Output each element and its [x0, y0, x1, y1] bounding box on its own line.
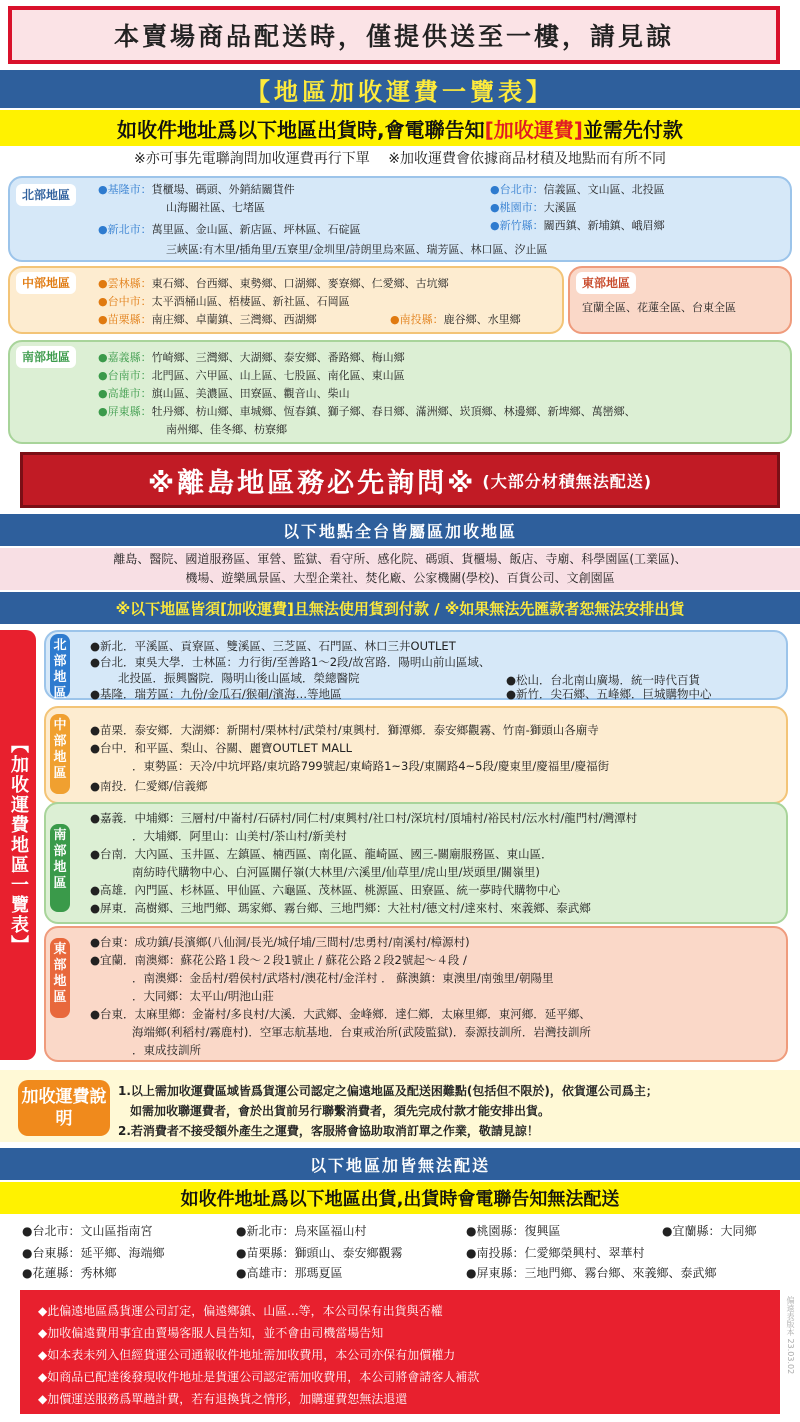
no-delivery-item: ●高雄市：那瑪夏區: [236, 1266, 343, 1280]
cod-south-row3: ●台南．大內區、玉井區、左鎮區、楠西區、南化區、龍崎區、國三-關廟服務區、東山區．: [90, 847, 553, 861]
no-delivery-item: ●宜蘭縣：大同鄉: [662, 1224, 757, 1238]
taoyuan-text: 大溪區: [543, 201, 577, 214]
no-delivery-item: ●台北市：文山區指南宮: [22, 1224, 153, 1238]
fee-warning-red: [加收運費]: [484, 117, 583, 142]
tainan-label: ●台南市：: [98, 369, 152, 382]
newtaipei-line2: 三峽區:有木里/插角里/五寮里/金圳里/詩朗里烏來區、瑞芳區、林口區、汐止區: [166, 243, 548, 256]
cod-title: ※以下地區皆須[加收運費]且無法使用貨到付款 / ※如果無法先匯款者恕無法安排出貨: [0, 592, 800, 624]
cod-east-row5: ●台東．太麻里鄉：金崙村/多良村/大溪．大武鄉、金峰鄉．達仁鄉．太麻里鄉．東河鄉．延平鄉、: [90, 1007, 591, 1021]
taoyuan-label: ●桃園市：: [490, 201, 544, 214]
central-region-tag: 中部地區: [16, 272, 76, 294]
cod-north-row3: 北投區．振興醫院．陽明山後山區域．榮總醫院: [118, 671, 360, 685]
nantou-label: ●南投縣：: [390, 313, 444, 326]
doc-version-tag: 偏遠表版本 23.03.02: [786, 1296, 795, 1375]
cod-central-row4: ●南投．仁愛鄉/信義鄉: [90, 779, 208, 793]
hsinchu-text: 關西鎮、新埔鎮、峨眉鄉: [543, 219, 665, 232]
taichung-text: 太平酒桶山區、梧棲區、新社區、石岡區: [151, 295, 350, 308]
cod-north-row2: ●台北．東吳大學．士林區：力行街/至善路1～2段/故宮路．陽明山前山區域、: [90, 655, 491, 669]
cod-east-row7: ．東成技訓所: [132, 1043, 201, 1057]
surcharge-line1: 離島、醫院、國道服務區、軍營、監獄、看守所、感化院、碼頭、貨櫃場、飯店、寺廟、科學園區(工業區)、: [113, 552, 687, 566]
cod-central-tag: 中部地區: [50, 714, 70, 794]
pingtung-label: ●屏東縣：: [98, 405, 152, 418]
no-delivery-item: ●台東縣：延平鄉、海端鄉: [22, 1246, 165, 1260]
cod-south-row1: ●嘉義．中埔鄉：三層村/中崙村/石硦村/同仁村/東興村/社口村/深坑村/頂埔村/裕民村/沄水村/龍門村/灣潭村: [90, 811, 638, 825]
surcharge-title: 以下地點全台皆屬區加收地區: [0, 514, 800, 546]
cod-south-row4: 南紡時代購物中心、白河區關仔嶺(大林里/六溪里/仙草里/虎山里/崁頭里/關嶺里): [132, 865, 540, 879]
east-region-text: 宜蘭全區、花蓮全區、台東全區: [582, 301, 736, 314]
cod-east-tag: 東部地區: [50, 938, 70, 1018]
keelung-label: ●基隆市：: [98, 183, 152, 196]
miaoli-text: 南庄鄉、卓蘭鎮、三灣鄉、西湖鄉: [151, 313, 317, 326]
cod-central-row3: ．東勢區：天冷/中坑坪路/東坑路799號起/東崎路1~3段/東關路4~5段/慶東里/慶福里/慶福街: [132, 759, 610, 773]
cod-north-row6: ●新竹．尖石鄉、五峰鄉．巨城購物中心: [506, 687, 712, 701]
newtaipei-label: ●新北市：: [98, 223, 152, 236]
east-region-box: [568, 266, 792, 334]
nantou-text: 鹿谷鄉、水里鄉: [443, 313, 521, 326]
fee-warning: [0, 110, 800, 146]
cod-east-row3: ．南澳鄉：金岳村/碧侯村/武塔村/澳花村/金洋村 ． 蘇澳鎮：東澳里/南強里/朝陽里: [132, 971, 554, 985]
yunlin-text: 東石鄉、台西鄉、東勢鄉、口湖鄉、麥寮鄉、仁愛鄉、古坑鄉: [151, 277, 449, 290]
no-delivery-item: ●新北市：烏來區福山村: [236, 1224, 367, 1238]
cod-north-row5: ●松山．台北南山廣場．統一時代百貨: [506, 673, 701, 687]
keelung-line2: 山海關社區、七堵區: [166, 201, 265, 214]
cod-south-row2: ．大埔鄉．阿里山：山美村/茶山村/新美村: [132, 829, 347, 843]
bracket-open: 【: [246, 77, 274, 106]
newtaipei-line1: 萬里區、金山區、新店區、坪林區、石碇區: [151, 223, 361, 236]
north-region-tag: 北部地區: [16, 184, 76, 206]
no-delivery-item: ●屏東縣：三地門鄉、霧台鄉、來義鄉、泰武鄉: [466, 1266, 717, 1280]
fee-table-title: [0, 70, 800, 108]
explain-line2: 如需加收聯運費者，會於出貨前另行聯繫消費者，須先完成付款才能安排出貨。: [130, 1104, 551, 1118]
bracket-close: 】: [526, 77, 554, 106]
cod-central-box: [44, 706, 788, 804]
cod-north-box: [44, 630, 788, 700]
yunlin-label: ●雲林縣：: [98, 277, 152, 290]
no-delivery-item: ●桃園縣：復興區: [466, 1224, 561, 1238]
pingtung-line1: 牡丹鄉、枋山鄉、車城鄉、恆春鎮、獅子鄉、春日鄉、滿洲鄉、崁頂鄉、林邊鄉、新埤鄉、萬巒鄉、: [151, 405, 636, 418]
explain-label: 加收運費說明: [18, 1080, 110, 1136]
note-line: ◆如本表未列入但經貨運公司通報收件地址需加收費用，本公司亦保有加價權力: [38, 1348, 456, 1362]
side-vertical-label: 【加收運費地區一覽表】: [0, 630, 36, 1060]
taipei-label: ●台北市：: [490, 183, 544, 196]
surcharge-places: [0, 548, 800, 590]
fee-subnote: ※亦可事先電聯詢問加收運費再行下單 ※加收運費會依據商品材積及地點而有所不同: [134, 151, 666, 167]
cod-south-row6: ●屏東．高樹鄉、三地門鄉、瑪家鄉、霧台鄉、三地門鄉：大社村/德文村/達來村、來義鄉、泰武鄉: [90, 901, 591, 915]
cod-east-row2: ●宜蘭．南澳鄉：蘇花公路１段～２段1號止 / 蘇花公路２段2號起～４段 /: [90, 953, 467, 967]
note-line: ◆如商品已配達後發現收件地址是貨運公司認定需加收費用，本公司將會請客人補款: [38, 1370, 480, 1384]
cod-east-row1: ●台東：成功鎮/長濱鄉(八仙洞/長光/城仔埔/三間村/忠勇村/南溪村/樟源村): [90, 935, 470, 949]
hsinchu-label: ●新竹縣：: [490, 219, 544, 232]
taichung-label: ●台中市：: [98, 295, 152, 308]
no-delivery-item: ●南投縣：仁愛鄉榮興村、翠華村: [466, 1246, 645, 1260]
no-delivery-warning: 如收件地址爲以下地區出貨,出貨時會電聯告知無法配送: [0, 1182, 800, 1214]
cod-south-tag: 南部地區: [50, 824, 70, 912]
no-delivery-title: 以下地區加皆無法配送: [0, 1148, 800, 1180]
south-region-tag: 南部地區: [16, 346, 76, 368]
miaoli-label: ●苗栗縣：: [98, 313, 152, 326]
cod-north-tag: 北部地區: [50, 634, 70, 698]
cod-east-row4: ．大同鄉：太平山/明池山莊: [132, 989, 274, 1003]
cod-east-row6: 海端鄉(利稻村/霧鹿村)．空軍志航基地．台東戒治所(武陵監獄)．泰源技訓所．岩灣技訓所: [132, 1025, 591, 1039]
keelung-line1: 貨櫃場、碼頭、外銷結關貨件: [151, 183, 295, 196]
cod-central-row2: ●台中．和平區、梨山、谷關、麗寶OUTLET MALL: [90, 741, 352, 755]
central-region-box: [8, 266, 564, 334]
cod-east-box: [44, 926, 788, 1062]
island-main-text: ※離島地區務必先詢問※: [147, 467, 477, 499]
surcharge-line2: 機場、遊樂風景區、大型企業社、焚化廠、公家機關(學校)、百貨公司、文創園區: [185, 571, 615, 585]
cod-south-box: [44, 802, 788, 924]
top-banner: 本賣場商品配送時，僅提供送至一樓，請見諒: [8, 6, 780, 64]
chiayi-text: 竹崎鄉、三灣鄉、大湖鄉、泰安鄉、番路鄉、梅山鄉: [151, 351, 405, 364]
fee-title-text: 地區加收運費一覽表: [274, 77, 526, 106]
no-delivery-item: ●苗栗縣：獅頭山、泰安鄉觀霧: [236, 1246, 403, 1260]
island-sub-text: (大部分材積無法配送): [482, 471, 653, 491]
south-region-box: [8, 340, 792, 444]
no-delivery-item: ●花蓮縣：秀林鄉: [22, 1266, 117, 1280]
note-line: ◆加收偏遠費用事宜由賣場客服人員告知，並不會由司機當場告知: [38, 1326, 384, 1340]
notes-box: [20, 1290, 780, 1414]
explain-line1: 1.以上需加收運費區域皆爲貨運公司認定之偏遠地區及配送困難點(包括但不限於)，依貨運公司爲主；: [118, 1084, 658, 1098]
explain-line3: 2.若消費者不接受額外產生之運費，客服將會協助取消訂單之作業，敬請見諒！: [118, 1124, 539, 1138]
cod-south-row5: ●高雄．內門區、杉林區、甲仙區、六龜區、茂林區、桃源區、田寮區、統一夢時代購物中心: [90, 883, 561, 897]
east-region-tag: 東部地區: [576, 272, 636, 294]
kaohsiung-text: 旗山區、美濃區、田寮區、觀音山、柴山: [151, 387, 350, 400]
taipei-text: 信義區、文山區、北投區: [543, 183, 665, 196]
fee-warning-post: 並需先付款: [582, 117, 683, 142]
pingtung-line2: 南州鄉、佳冬鄉、枋寮鄉: [166, 423, 287, 436]
chiayi-label: ●嘉義縣：: [98, 351, 152, 364]
north-region-box: [8, 176, 792, 262]
kaohsiung-label: ●高雄市：: [98, 387, 152, 400]
cod-north-row1: ●新北．平溪區、貢寮區、雙溪區、三芝區、石門區、林口三井OUTLET: [90, 639, 456, 653]
island-banner: [20, 452, 780, 508]
fee-warning-pre: 如收件地址爲以下地區出貨時,會電聯告知: [117, 117, 485, 142]
note-line: ◆加價運送服務爲單趟計費，若有退換貨之情形，加購運費恕無法退還: [38, 1392, 408, 1406]
cod-north-row4: ●基隆．瑞芳區：九份/金瓜石/猴硐/濱海…等地區: [90, 687, 342, 701]
cod-central-row1: ●苗栗．泰安鄉．大湖鄉：新開村/栗林村/武榮村/東興村．獅潭鄉．泰安鄉觀霧、竹南-獅頭山各廟寺: [90, 723, 599, 737]
note-line: ◆此偏遠地區爲貨運公司訂定，偏遠鄉鎮、山區...等，本公司保有出貨與否權: [38, 1304, 443, 1318]
tainan-text: 北門區、六甲區、山上區、七股區、南化區、東山區: [151, 369, 405, 382]
